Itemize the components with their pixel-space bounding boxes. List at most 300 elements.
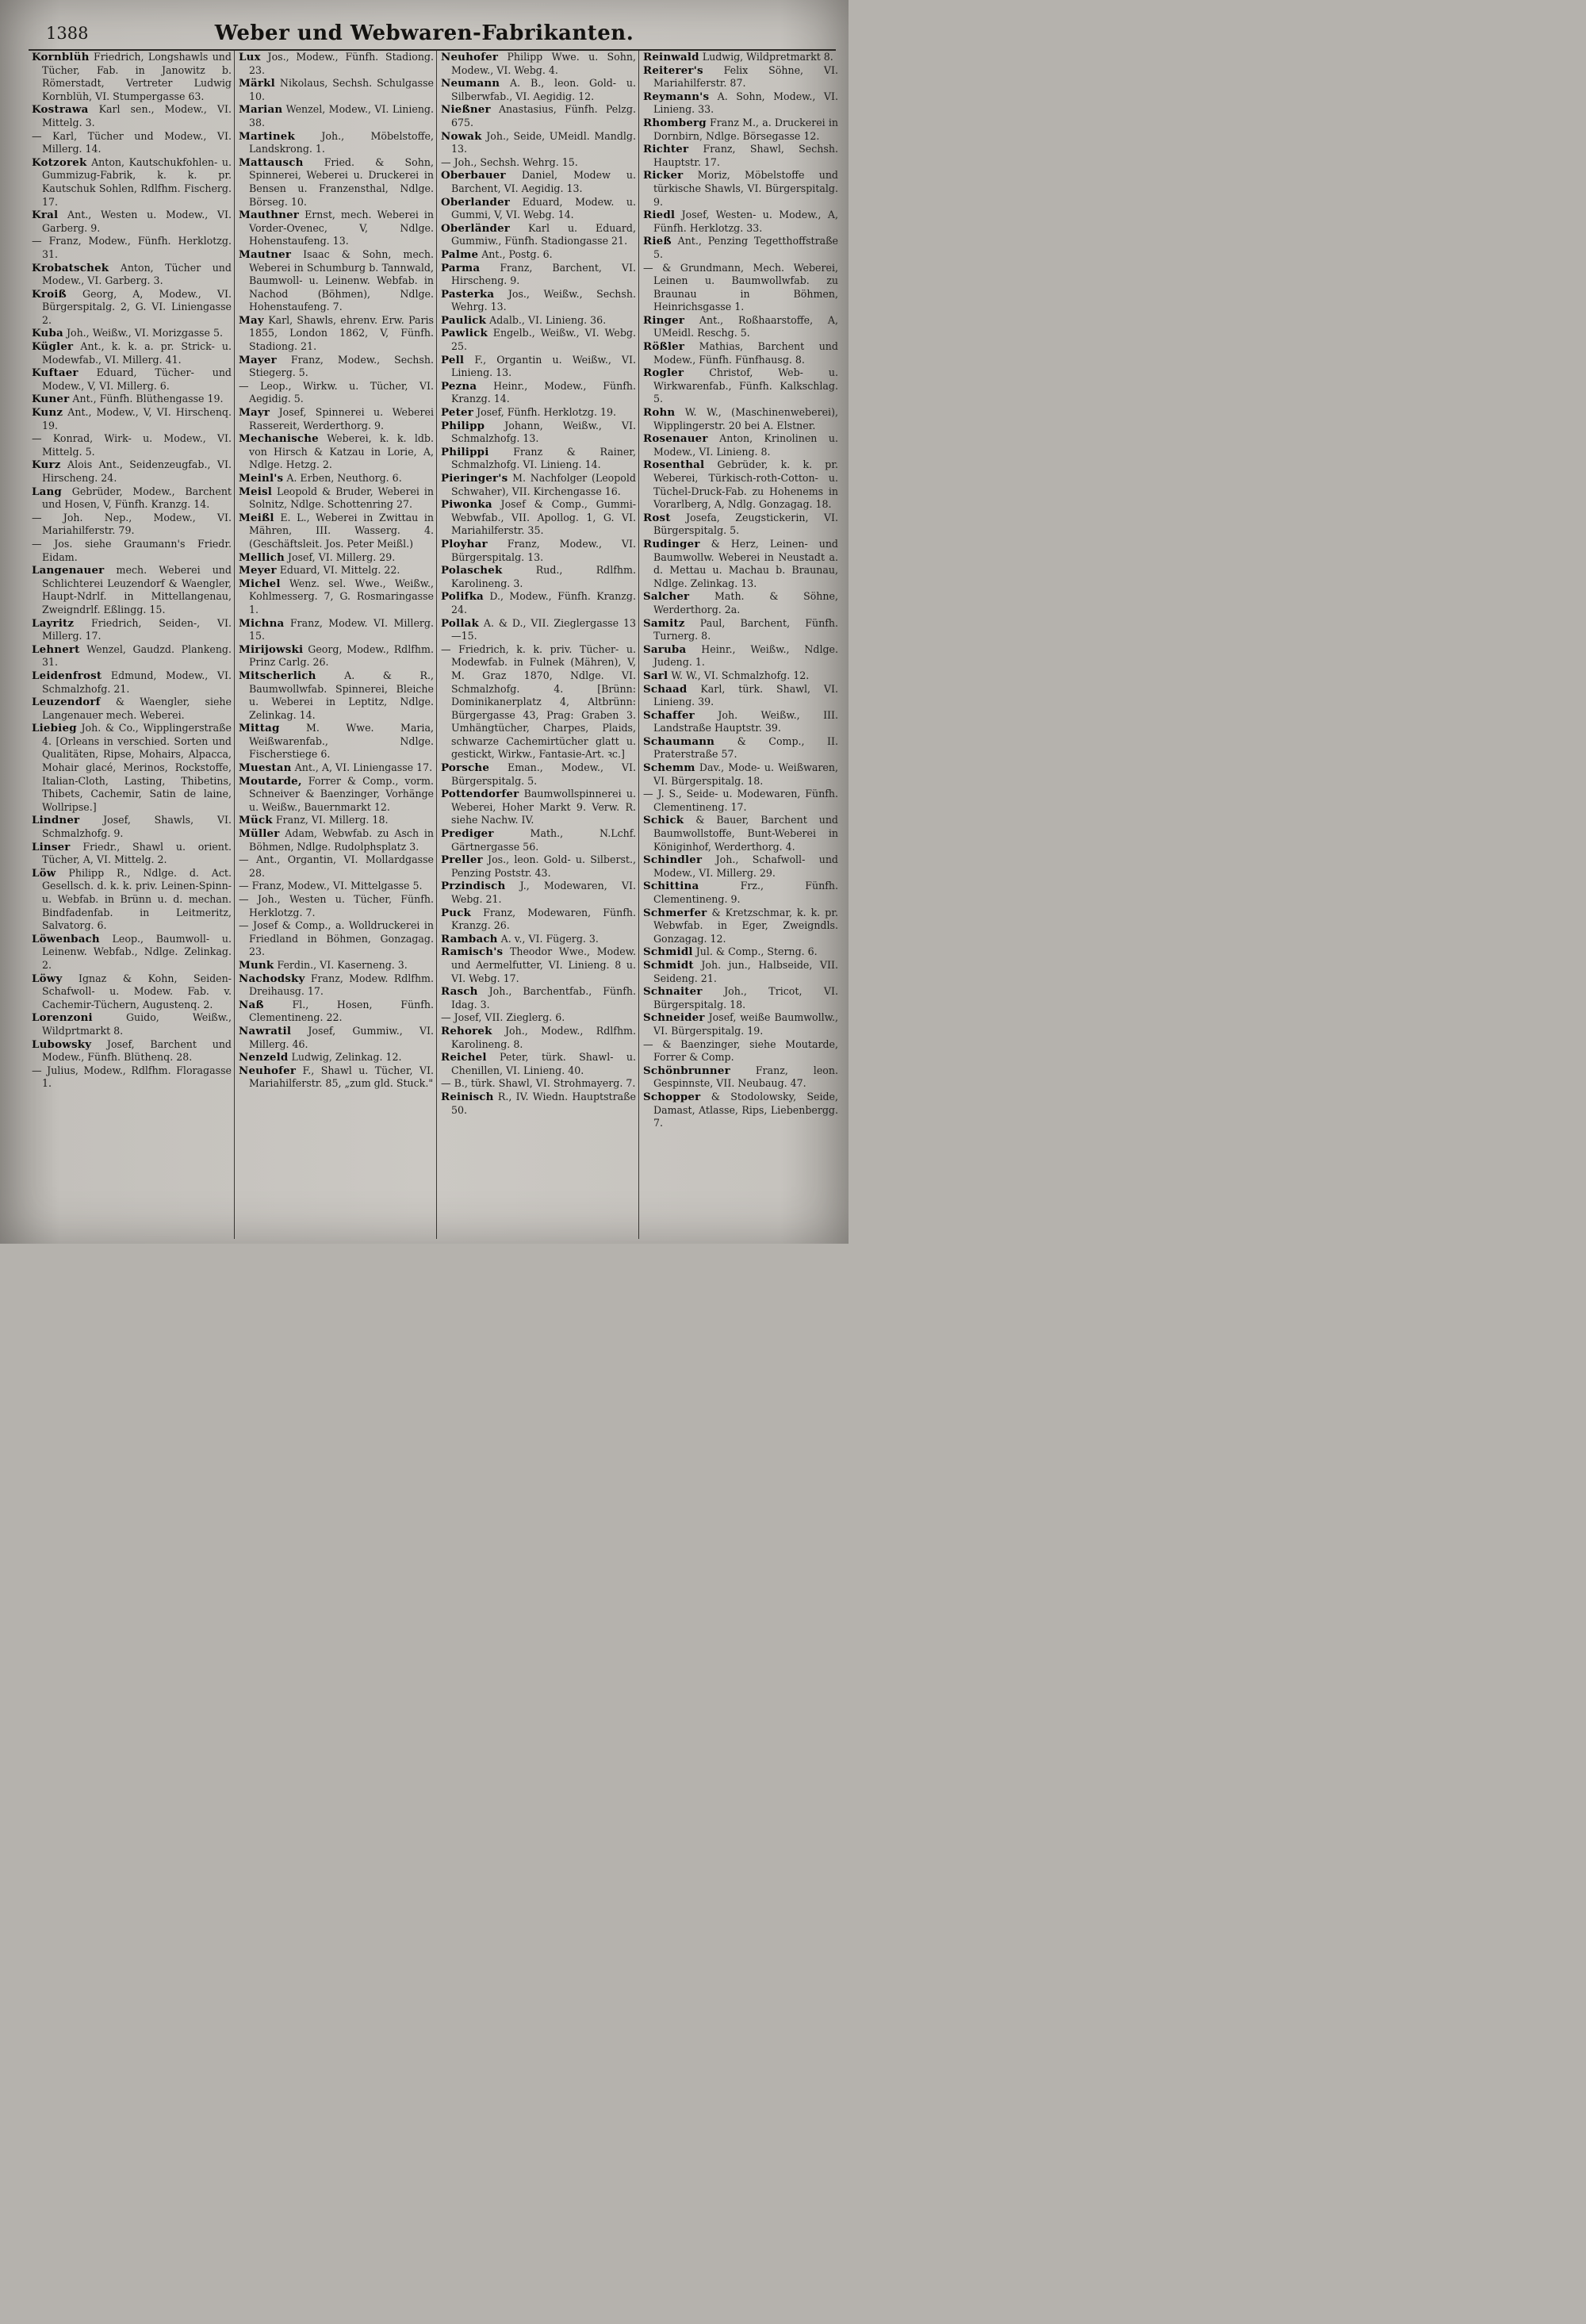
entry-details: — B., türk. Shawl, VI. Strohmayerg. 7. (441, 1077, 636, 1090)
entry-details: Heinr., Weißw., Ndlge. Judeng. 1. (653, 642, 838, 669)
directory-entry (239, 432, 434, 472)
entry-name: Mechanische (239, 432, 319, 446)
entry-name: Richter (643, 143, 689, 156)
directory-entry (441, 169, 636, 195)
entry-details: — & Grundmann, Mech. Weberei, Leinen u. Baumwollwfab. zu Braunau in Böhmen, Heinrichsgasse 1. (643, 261, 838, 313)
entry-name: Pieringer's (441, 472, 508, 485)
entry-details: Ant., Westen u. Modew., VI. Garberg. 9. (42, 209, 232, 234)
entry-name: Schnaiter (643, 985, 703, 999)
entry-details: Anastasius, Fünfh. Pelzg. 675. (451, 103, 636, 128)
directory-entry (643, 458, 838, 511)
entry-details: — Josef, VII. Zieglerg. 6. (441, 1011, 565, 1024)
entry-name: Meinl's (239, 472, 284, 485)
directory-entry (441, 933, 636, 946)
entry-name: Lux (239, 51, 261, 63)
directory-entry (643, 683, 838, 709)
entry-details: Math. & Söhne, Werderthorg. 2a. (653, 590, 838, 616)
directory-entry (239, 77, 434, 103)
entry-name: Layritz (32, 616, 75, 630)
entry-details: Joh. & Co., Wipplingerstraße 4. [Orleans in verschied. Sorten und Qualitäten, Ripse, Mohairs, Alpacca, Mohair glacé, Merinos, Rockstoffe, Italian-Cloth, Lasting, Thibetins, Thibets, Cachemir, Satin de laine, Wollripse.] (42, 722, 232, 813)
entry-details: Anton, Kautschukfohlen- u. Gummizug-Fabrik, k. k. pr. Kautschuk Sohlen, Rdlfhm. Fischerg. 17. (42, 155, 232, 208)
entry-details: Philipp R., Ndlge. d. Act. Gesellsch. d. k. k. priv. Leinen-Spinn- u. Webfab. in Brünn u. d. mechan. Bindfadenfab. in Leitmeritz, Salvatorg. 6. (42, 866, 232, 932)
directory-entry (441, 51, 636, 77)
entry-name: Mittag (239, 722, 280, 735)
entry-details: — Ant., Organtin, VI. Mollardgasse 28. (239, 853, 434, 879)
entry-details: Felix Söhne, VI. Mariahilferstr. 87. (653, 63, 838, 90)
directory-entry (441, 288, 636, 314)
entry-name: Neuhofer (441, 51, 499, 63)
directory-entry (643, 235, 838, 261)
entry-details: Fl., Hosen, Fünfh. Clementineng. 22. (249, 998, 434, 1024)
entry-name: Pasterka (441, 287, 495, 301)
directory-entry (441, 1091, 636, 1117)
directory-entry (441, 156, 636, 170)
entry-details: Joh., Seide, UMeidl. Mandlg. 13. (451, 129, 636, 155)
entry-details: — Konrad, Wirk- u. Modew., VI. Mittelg. 5. (32, 432, 232, 458)
entry-details: Ludwig, Wildpretmarkt 8. (702, 51, 833, 63)
entry-name: Schneider (643, 1011, 705, 1025)
entry-name: Schindler (643, 853, 703, 867)
entry-name: Märkl (239, 77, 275, 90)
directory-entry (32, 538, 232, 564)
entry-details: J., Modewaren, VI. Webg. 21. (451, 880, 636, 905)
entry-details: Gebrüder, k. k. pr. Weberei, Türkisch-roth-Cotton- u. Tüchel-Druck-Fab. zu Hohenems in Vorarlberg, A, Ndlg. Gonzagag. 18. (653, 458, 838, 511)
entry-name: Lubowsky (32, 1037, 92, 1051)
entry-details: E. L., Weberei in Zwittau in Mähren, III. Wasserg. 4. (Geschäftsleit. Jos. Peter Meißl.) (249, 511, 434, 550)
entry-details: Moriz, Möbelstoffe und türkische Shawls, VI. Bürgerspitalg. 9. (653, 169, 838, 208)
directory-entry (643, 617, 838, 643)
directory-entry (239, 314, 434, 354)
entry-name: Michel (239, 577, 281, 590)
entry-name: Kuftaer (32, 366, 79, 380)
entry-name: Leuzendorf (32, 696, 101, 709)
entry-name: Leidenfrost (32, 669, 102, 682)
entry-details: Joh., Modew., Rdlfhm. Karolineng. 8. (451, 1024, 636, 1050)
directory-entry (643, 512, 838, 538)
entry-name: Michna (239, 616, 285, 630)
entry-details: — & Baenzinger, siehe Moutarde, Forrer & Comp. (643, 1037, 838, 1064)
entry-details: Friedrich, Longshawls und Tücher, Fab. in Janowitz b. Römerstadt, Vertreter Ludwig Kornblüh, VI. Stumpergasse 63. (42, 51, 232, 102)
entry-details: Franz, Modewaren, Fünfh. Kranzg. 26. (451, 906, 636, 932)
entry-name: Pollak (441, 616, 479, 630)
entry-details: F., Organtin u. Weißw., VI. Linieng. 13. (451, 353, 636, 379)
directory-entry (441, 853, 636, 880)
directory-entry (32, 972, 232, 1012)
entry-details: Franz, VI. Millerg. 18. (275, 814, 389, 826)
entry-name: Philippi (441, 445, 489, 458)
directory-entry (32, 933, 232, 972)
entry-details: Franz, Shawl, Sechsh. Hauptstr. 17. (653, 143, 838, 168)
directory-entry (643, 643, 838, 669)
entry-name: May (239, 313, 264, 327)
directory-entry (441, 907, 636, 933)
entry-name: Rohn (643, 406, 676, 420)
entry-name: Rost (643, 511, 671, 524)
entry-name: Löw (32, 866, 56, 880)
entry-details: — Karl, Tücher und Modew., VI. Millerg. 14. (32, 129, 232, 155)
entry-name: Meisl (239, 485, 273, 498)
entry-name: Rudinger (643, 537, 700, 550)
directory-entry (441, 538, 636, 564)
directory-entry (643, 761, 838, 788)
directory-entry (32, 262, 232, 288)
entry-name: Reinisch (441, 1090, 494, 1103)
directory-entry (643, 735, 838, 761)
entry-details: Karl sen., Modew., VI. Mittelg. 3. (42, 103, 232, 128)
entry-details: Josef, Spinnerei u. Weberei Rassereit, Werderthorg. 9. (249, 406, 434, 431)
directory-entry (441, 880, 636, 906)
entry-details: Jos., leon. Gold- u. Silberst., Penzing Poststr. 43. (451, 853, 636, 879)
entry-details: Joh., Barchentfab., Fünfh. Idag. 3. (451, 985, 636, 1011)
entry-name: Polifka (441, 590, 484, 604)
page-header (16, 19, 833, 52)
entry-name: Ployhar (441, 537, 488, 550)
entry-name: Paulick (441, 313, 487, 327)
entry-details: Josefa, Zeugstickerin, VI. Bürgerspitalg. 5. (653, 511, 838, 537)
directory-entry (643, 432, 838, 458)
entry-details: Franz, leon. Gespinnste, VII. Neubaug. 47. (653, 1064, 838, 1090)
entry-name: Schopper (643, 1090, 701, 1103)
entry-name: Rogler (643, 366, 684, 380)
directory-entry (32, 458, 232, 485)
entry-name: Reichel (441, 1051, 487, 1064)
entry-name: Moutarde, (239, 774, 302, 788)
entry-details: Johann, Weißw., VI. Schmalzhofg. 13. (451, 419, 636, 445)
entry-details: A. Sohn, Modew., VI. Linieng. 33. (653, 90, 838, 116)
entry-details: D., Modew., Fünfh. Kranzg. 24. (451, 590, 636, 616)
entry-details: — Joh. Nep., Modew., VI. Mariahilferstr. 79. (32, 511, 232, 537)
directory-entry (239, 512, 434, 551)
directory-entry (441, 945, 636, 985)
entry-details: — Franz, Modew., VI. Mittelgasse 5. (239, 880, 423, 892)
directory-entry (441, 1011, 636, 1025)
entry-details: Wenz. sel. Wwe., Weißw., Kohlmesserg. 7, G. Rosmaringasse 1. (249, 577, 434, 616)
directory-entry (32, 288, 232, 328)
directory-entry (239, 669, 434, 722)
entry-details: Ant., Fünfh. Blüthengasse 19. (72, 393, 224, 405)
entry-name: Schemm (643, 761, 695, 775)
entry-name: Rieß (643, 235, 672, 248)
entry-details: Franz & Rainer, Schmalzhofg. VI. Linieng. 14. (451, 445, 636, 471)
entry-name: Kotzorek (32, 155, 87, 169)
directory-entry (441, 472, 636, 498)
entry-details: Guido, Weißw., Wildprtmarkt 8. (42, 1011, 232, 1037)
entry-name: Pottendorfer (441, 788, 519, 801)
entry-name: Rosenauer (643, 432, 708, 446)
entry-details: Josef, Fünfh. Herklotzg. 19. (477, 406, 617, 419)
entry-name: Martinek (239, 129, 295, 143)
entry-name: Parma (441, 261, 481, 274)
entry-details: Eduard, Modew. u. Gummi, V, VI. Webg. 14. (451, 195, 636, 221)
directory-entry (643, 959, 838, 985)
directory-entry (32, 406, 232, 432)
entry-details: Ignaz & Kohn, Seiden- Schafwoll- u. Modew. Fab. v. Cachemir-Tüchern, Augustenq. 2. (42, 972, 232, 1011)
directory-entry (643, 366, 838, 406)
directory-entry (239, 354, 434, 380)
directory-entry (643, 814, 838, 853)
entry-details: & Stodolowsky, Seide, Damast, Atlasse, Rips, Liebenbergg. 7. (653, 1090, 838, 1129)
directory-entry (643, 709, 838, 735)
directory-entry (441, 420, 636, 446)
directory-columns (32, 51, 842, 1239)
directory-entry (32, 564, 232, 616)
entry-details: Karl u. Eduard, Gummiw., Fünfh. Stadiongasse 21. (451, 221, 636, 247)
directory-entry (441, 1077, 636, 1091)
directory-entry (441, 643, 636, 761)
entry-details: Joh. jun., Halbseide, VII. Seideng. 21. (653, 958, 838, 984)
directory-entry (239, 761, 434, 775)
entry-details: W. W., VI. Schmalzhofg. 12. (671, 669, 810, 681)
directory-entry (441, 761, 636, 788)
directory-entry (239, 775, 434, 815)
directory-entry (441, 327, 636, 353)
entry-details: Anton, Tücher und Modew., VI. Garberg. 3. (42, 261, 232, 287)
column-2 (234, 51, 436, 1239)
column-4 (638, 51, 841, 1239)
entry-details: Joh., Möbelstoffe, Landskrong. 1. (249, 129, 434, 155)
entry-name: Schmidt (643, 958, 694, 972)
entry-details: A. & R., Baumwollwfab. Spinnerei, Bleiche u. Weberei in Leptitz, Ndlge. Zelinkag. 14. (249, 669, 434, 721)
entry-details: Josef & Comp., Gummi-Webwfab., VII. Apollog. 1, G. VI. Mariahilferstr. 35. (451, 498, 636, 537)
entry-details: Isaac & Sohn, mech. Weberei in Schumburg b. Tannwald, Baumwoll- u. Leinenw. Webfab. in Nachod (Böhmen), Ndlge. Hohenstaufeng. 7. (249, 247, 434, 313)
entry-details: Ant., A, VI. Liniengasse 17. (294, 761, 433, 774)
entry-name: Kügler (32, 340, 74, 354)
entry-name: Schönbrunner (643, 1064, 730, 1077)
entry-name: Kroiß (32, 287, 67, 301)
directory-entry (239, 617, 434, 643)
entry-name: Oberländer (441, 221, 511, 235)
entry-name: Reymann's (643, 90, 710, 103)
entry-name: Mautner (239, 247, 292, 261)
entry-name: Reiterer's (643, 63, 703, 77)
directory-entry (643, 262, 838, 314)
entry-details: Paul, Barchent, Fünfh. Turnerg. 8. (653, 616, 838, 642)
directory-entry (239, 919, 434, 959)
entry-name: Kuner (32, 393, 70, 406)
directory-entry (239, 156, 434, 209)
entry-name: Nawratil (239, 1024, 292, 1037)
entry-name: Rhomberg (643, 116, 707, 129)
entry-name: Mayr (239, 406, 270, 420)
directory-entry (32, 156, 232, 209)
directory-entry (643, 880, 838, 906)
directory-entry (239, 248, 434, 314)
directory-entry (441, 130, 636, 156)
entry-name: Nachodsky (239, 972, 305, 985)
directory-entry (643, 117, 838, 143)
directory-entry (239, 209, 434, 248)
entry-details: Josef, Gummiw., VI. Millerg. 46. (249, 1024, 434, 1050)
entry-details: Anton, Krinolinen u. Modew., VI. Linieng. 8. (653, 432, 838, 458)
entry-details: — Josef & Comp., a. Wolldruckerei in Friedland in Böhmen, Gonzagag. 23. (239, 919, 434, 958)
directory-entry (643, 340, 838, 366)
directory-entry (441, 985, 636, 1011)
entry-details: Heinr., Modew., Fünfh. Kranzg. 14. (451, 379, 636, 405)
directory-entry (643, 788, 838, 814)
entry-name: Löwy (32, 972, 63, 985)
entry-details: Philipp Wwe. u. Sohn, Modew., VI. Webg. 4. (451, 51, 636, 76)
directory-page (0, 0, 849, 1244)
directory-entry (239, 103, 434, 129)
directory-entry (643, 51, 838, 64)
entry-details: Franz, Modew. Rdlfhm. Dreihausg. 17. (249, 972, 434, 998)
directory-entry (441, 314, 636, 328)
entry-name: Lorenzoni (32, 1011, 93, 1025)
entry-name: Nießner (441, 103, 491, 117)
directory-entry (239, 814, 434, 827)
entry-details: Josef, VI. Millerg. 29. (287, 550, 396, 563)
entry-name: Kuba (32, 327, 63, 340)
directory-entry (32, 722, 232, 814)
directory-entry (32, 130, 232, 156)
entry-name: Sarl (643, 669, 668, 682)
directory-entry (239, 1025, 434, 1051)
directory-entry (32, 696, 232, 722)
entry-details: Dav., Mode- u. Weißwaren, VI. Bürgerspitalg. 18. (653, 761, 838, 787)
directory-entry (239, 380, 434, 406)
entry-details: Karl, türk. Shawl, VI. Linieng. 39. (653, 682, 838, 708)
directory-entry (441, 262, 636, 288)
entry-details: Peter, türk. Shawl- u. Chenillen, VI. Linieng. 40. (451, 1051, 636, 1076)
entry-name: Muestan (239, 761, 292, 775)
directory-entry (643, 590, 838, 616)
entry-name: Meißl (239, 511, 274, 524)
directory-entry (441, 617, 636, 643)
entry-details: Franz, Modew., Sechsh. Stiegerg. 5. (249, 353, 434, 379)
entry-details: Theodor Wwe., Modew. und Aermelfutter, VI. Linieng. 8 u. VI. Webg. 17. (451, 945, 636, 984)
entry-name: Müller (239, 827, 280, 841)
entry-name: Peter (441, 406, 473, 420)
entry-name: Mayer (239, 353, 277, 366)
directory-entry (643, 1038, 838, 1064)
entry-details: Joh. Weißw., III. Landstraße Hauptstr. 39. (653, 708, 838, 734)
entry-details: Josef, Barchent und Modew., Fünfh. Blüthenq. 28. (42, 1037, 232, 1064)
directory-entry (239, 472, 434, 485)
directory-entry (32, 1064, 232, 1091)
directory-entry (239, 893, 434, 919)
entry-details: — Franz, Modew., Fünfh. Herklotzg. 31. (32, 235, 232, 260)
directory-entry (239, 51, 434, 77)
entry-name: Porsche (441, 761, 490, 775)
directory-entry (32, 485, 232, 512)
entry-details: Eman., Modew., VI. Bürgerspitalg. 5. (451, 761, 636, 787)
column-3 (436, 51, 638, 1239)
directory-entry (32, 51, 232, 103)
directory-entry (239, 972, 434, 999)
directory-entry (643, 669, 838, 683)
directory-entry (32, 103, 232, 129)
entry-details: Franz, Modew. VI. Millerg. 15. (249, 616, 434, 642)
directory-entry (32, 512, 232, 538)
entry-name: Rasch (441, 985, 478, 999)
entry-details: mech. Weberei und Schlichterei Leuzendorf & Waengler, Haupt-Ndrlf. in Mittellangenau, Zweigndrlf. Eßlingg. 15. (42, 564, 232, 616)
entry-name: Pell (441, 353, 465, 366)
entry-details: Edmund, Modew., VI. Schmalzhofg. 21. (42, 669, 232, 695)
entry-name: Oberbauer (441, 169, 506, 182)
directory-entry (32, 340, 232, 366)
entry-details: Karl, Shawls, ehrenv. Erw. Paris 1855, London 1862, V, Fünfh. Stadiong. 21. (249, 313, 434, 353)
directory-entry (239, 1064, 434, 1091)
entry-name: Philipp (441, 419, 485, 432)
entry-name: Marian (239, 103, 283, 117)
directory-entry (32, 432, 232, 458)
directory-entry (643, 64, 838, 90)
directory-entry (441, 1025, 636, 1051)
entry-details: Franz, Modew., VI. Bürgerspitalg. 13. (451, 537, 636, 563)
entry-details: Nikolaus, Sechsh. Schulgasse 10. (249, 77, 434, 102)
directory-entry (239, 485, 434, 512)
directory-entry (32, 1011, 232, 1037)
entry-name: Piwonka (441, 498, 492, 512)
page-number: 1388 (46, 24, 89, 43)
directory-entry (441, 77, 636, 103)
directory-entry (239, 1051, 434, 1064)
entry-name: Löwenbach (32, 932, 100, 945)
entry-details: M. Wwe. Maria, Weißwarenfab., Ndlge. Fischerstiege 6. (249, 722, 434, 761)
directory-entry (239, 722, 434, 761)
entry-name: Preller (441, 853, 483, 867)
directory-entry (441, 1051, 636, 1077)
entry-details: Baumwollspinnerei u. Weberei, Hoher Markt 9. Verw. R. siehe Nachw. IV. (451, 788, 636, 826)
directory-entry (32, 617, 232, 643)
entry-name: Ramisch's (441, 945, 504, 959)
entry-details: Ludwig, Zelinkag. 12. (291, 1051, 402, 1064)
entry-name: Schmerfer (643, 906, 707, 919)
entry-name: Puck (441, 906, 472, 919)
entry-details: Franz, Barchent, VI. Hirscheng. 9. (451, 261, 636, 287)
entry-details: Josef, Westen- u. Modew., A, Fünfh. Herklotzg. 33. (653, 209, 838, 234)
entry-name: Pawlick (441, 327, 488, 340)
entry-details: Josef, Shawls, VI. Schmalzhofg. 9. (42, 814, 232, 840)
entry-name: Palme (441, 247, 479, 261)
entry-name: Rehorek (441, 1024, 492, 1037)
entry-name: Lang (32, 485, 62, 498)
directory-entry (32, 669, 232, 696)
directory-entry (239, 551, 434, 565)
entry-name: Lindner (32, 814, 80, 827)
directory-entry (239, 853, 434, 880)
entry-details: — J. S., Seide- u. Modewaren, Fünfh. Clementineng. 17. (643, 788, 838, 813)
entry-details: Jos., Weißw., Sechsh. Wehrg. 13. (451, 287, 636, 313)
entry-name: Mitscherlich (239, 669, 316, 682)
entry-name: Schaumann (643, 734, 715, 748)
entry-name: Schittina (643, 880, 699, 893)
directory-entry (643, 406, 838, 432)
directory-entry (239, 880, 434, 893)
directory-entry (32, 235, 232, 261)
entry-name: Pezna (441, 379, 477, 393)
entry-details: & Kretzschmar, k. k. pr. Webwfab. in Eger, Zweigndls. Gonzagag. 12. (653, 906, 838, 945)
entry-name: Nowak (441, 129, 482, 143)
entry-details: Wenzel, Modew., VI. Linieng. 38. (249, 103, 434, 128)
entry-details: Friedr., Shawl u. orient. Tücher, A, VI. Mittelg. 2. (42, 840, 232, 866)
entry-details: — Joh., Westen u. Tücher, Fünfh. Herklotzg. 7. (239, 893, 434, 918)
entry-details: Leopold & Bruder, Weberei in Solnitz, Ndlge. Schottenring 27. (249, 485, 434, 511)
directory-entry (441, 248, 636, 262)
entry-details: Rud., Rdlfhm. Karolineng. 3. (451, 564, 636, 589)
entry-details: W. W., (Maschinenweberei), Wipplingerstr. 20 bei A. Elstner. (653, 406, 838, 431)
entry-details: Georg, A, Modew., VI. Bürgerspitalg. 2, G. VI. Liniengasse 2. (42, 287, 232, 326)
entry-name: Meyer (239, 564, 277, 577)
entry-details: A. & D., VII. Zieglergasse 13—15. (451, 616, 636, 642)
directory-entry (239, 406, 434, 432)
entry-name: Salcher (643, 590, 690, 604)
entry-details: Frz., Fünfh. Clementineng. 9. (653, 880, 838, 905)
entry-name: Schaffer (643, 708, 695, 722)
entry-details: — Leop., Wirkw. u. Tücher, VI. Aegidig. 5. (239, 379, 434, 405)
directory-entry (441, 590, 636, 616)
directory-entry (643, 985, 838, 1011)
